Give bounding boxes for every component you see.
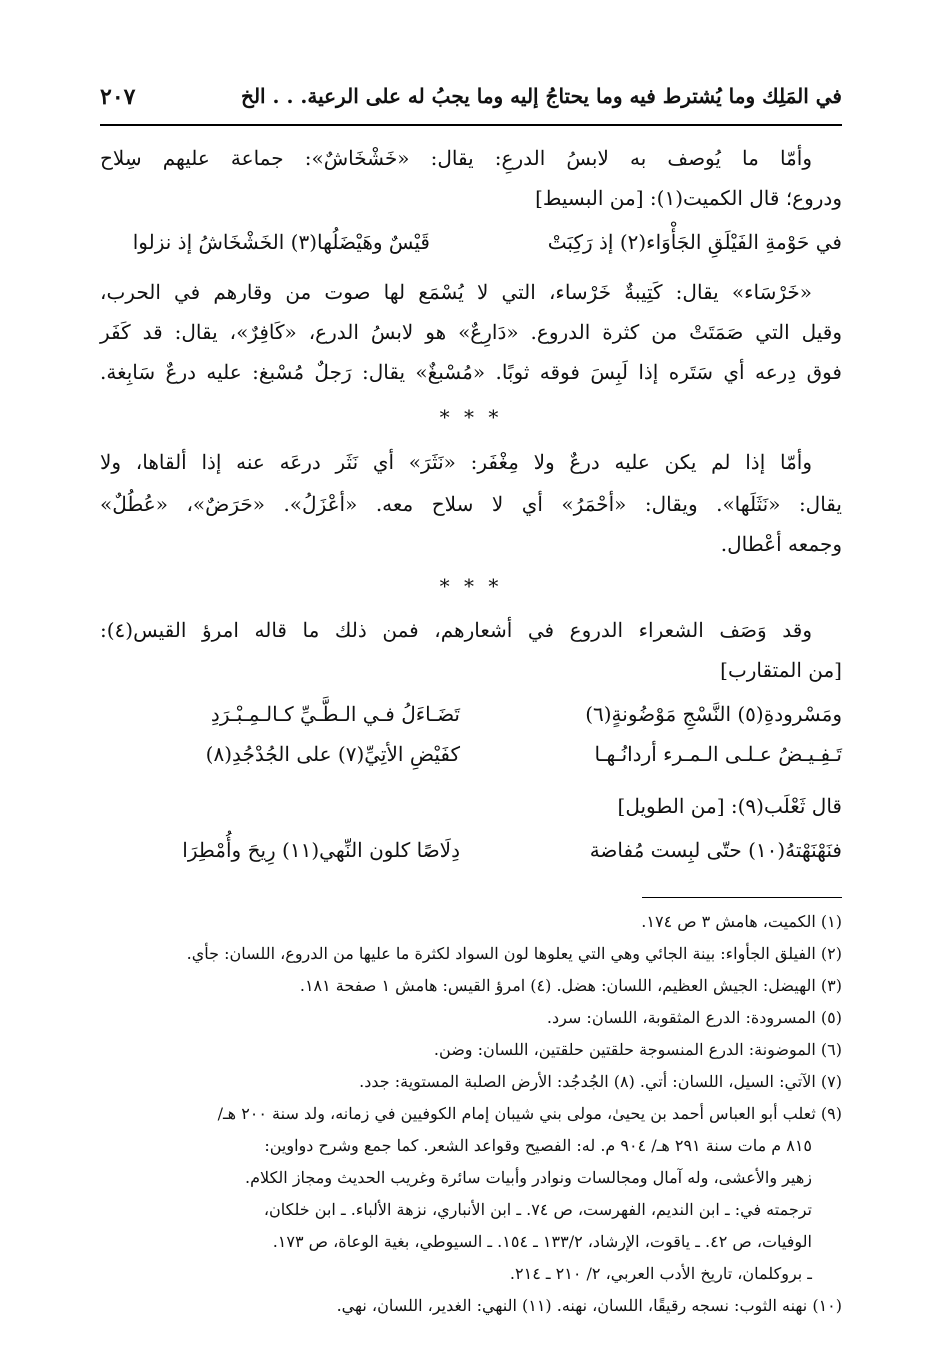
verse-hemistich-first: تَـفِـيـضُ عـلـى الـمـرء أردانُـهـا	[594, 742, 842, 766]
body-line: «خَرْسَاء» يقال: كَتِيبةٌ خَرْساء، التي لا يُسْمَع لها صوت من وقارهم في الحرب،	[100, 280, 812, 304]
footnote: (٣) الهيضل: الجيش العظيم، اللسان: هضل. (٤) امرؤ القيس: هامش ١ صفحة ١٨١.	[299, 976, 842, 995]
body-line: وأمّا إذا لم يكن عليه درعٌ ولا مِغْفَر: «نَثَرَ» أي نَثَر درعَه عنه إذا ألقاها، ولا	[100, 450, 812, 474]
body-line: قال ثَعْلَب(٩): [من الطويل]	[617, 794, 842, 818]
body-line: فوق دِرعه أي سَتَره إذا لَبِسَ فوقه ثوبًا. «مُسْبغٌ» يقال: رَجلٌ مُسْبغ: عليه درعٌ سَابِغة.	[100, 360, 842, 384]
section-separator: * * *	[439, 574, 503, 598]
footnote-continuation: زهير والأعشى، وله آمال ومجالسات ونوادر وأبيات سائرة وغريب الحديث ومجاز الكلام.	[245, 1168, 812, 1187]
page-number: ٢٠٧	[100, 84, 136, 110]
footnote: (٢) الفيلق الجأواء: بينة الجائي وهي التي يعلوها لون السواد لكثرة ما عليها من الدروع، اللسان: جأي.	[186, 944, 842, 963]
footnote: (١٠) نهنه الثوب: نسجه رقيقًا، اللسان، نهنه. (١١) النهي: الغدير، اللسان، نهي.	[336, 1296, 842, 1315]
body-line: وجمعه أعْطال.	[720, 532, 842, 556]
header-rule	[100, 124, 842, 126]
verse-hemistich-second: قَيْسٌ وهَيْضَلُها(٣) الخَشْخَاشُ إذ نزلوا	[132, 230, 430, 254]
body-line: ودروع؛ قال الكميت(١): [من البسيط]	[535, 186, 842, 210]
footnote-continuation: ـ بروكلمان، تاريخ الأدب العربي، ٢/ ٢١٠ ـ ٢١٤.	[509, 1264, 812, 1283]
footnote-continuation: ترجمته في: ـ ابن النديم، الفهرست، ص ٧٤. ـ ابن الأنباري، نزهة الألباء. ـ ابن خلكان،	[263, 1200, 812, 1219]
footnote: (٦) الموضونة: الدرع المنسوجة حلقتين حلقتين، اللسان: وضن.	[433, 1040, 842, 1059]
body-line: وقيل التي صَمَتَتْ من كثرة الدروع. «دَارِعٌ» هو لابسُ الدرع، «كَافِرٌ»، يقال: قد كَفَر	[100, 320, 843, 344]
running-header-title: في المَلِك وما يُشترط فيه وما يحتاجُ إليه وما يجبُ له على الرعية. . . الخ	[241, 84, 842, 108]
verse-hemistich-first: فنَهْنَهْتهُ(١٠) حتّى لبِست مُفاضة	[589, 838, 842, 862]
section-separator: * * *	[439, 405, 503, 429]
footnote: (٩) ثعلب أبو العباس أحمد بن يحيىٰ، مولى بني شيبان إمام الكوفيين في زمانه، ولد سنة ٢٠٠ هـ/	[217, 1104, 842, 1123]
footnote-continuation: ٨١٥ م مات سنة ٢٩١ هـ/ ٩٠٤ م. له: الفصيح وقواعد الشعر. كما جمع وشرح دواوين:	[264, 1136, 812, 1155]
verse-hemistich-second: تَضَـاءَلُ فـي الـطَّـيِّ كـالـمِـبْـرَدِ	[210, 702, 460, 726]
footnote-continuation: الوفيات، ص ٤٢. ـ ياقوت، الإرشاد، ١٣٣/٢ ـ ١٥٤. ـ السيوطي، بغية الوعاة، ص ١٧٣.	[272, 1232, 812, 1251]
footnote: (٧) الآتي: السيل، اللسان: أتي. (٨) الجُدجُد: الأرض الصلبة المستوية: جدد.	[359, 1072, 842, 1091]
footnote: (٥) المسرودة: الدرع المثقوبة، اللسان: سرد.	[546, 1008, 842, 1027]
verse-hemistich-first: ومَسْرودةِ(٥) النَّسْجِ مَوْضُونةٍ(٦)	[585, 702, 842, 726]
body-line: يقال: «نَثَلَها». ويقال: «أحْمَرُ» أي لا سلاح معه. «أعْزَلُ». «حَرَضٌ»، «عُطُلٌ»	[100, 492, 842, 516]
footnote-rule	[642, 897, 842, 898]
verse-hemistich-second: دِلَاصًا كلون النِّهي(١١) رِيحَ وأُمْطِرَا	[182, 838, 460, 862]
meter-label: [من المتقارب]	[720, 658, 842, 682]
verse-hemistich-second: كفَيْضِ الأتِيِّ(٧) على الجُدْجُدِ(٨)	[205, 742, 460, 766]
footnote: (١) الكميت، هامش ٣ ص ١٧٤.	[641, 912, 842, 931]
body-line: وأمّا ما يُوصف به لابسُ الدرعِ: يقال: «خَشْخَاشٌ»: جماعة عليهم سِلاح	[100, 146, 812, 170]
verse-hemistich-first: في حَوْمةِ الفَيْلَقِ الجَأْوَاء(٢) إذ رَكِبَتْ	[547, 230, 842, 254]
body-line: وقد وَصَف الشعراء الدروع في أشعارهم، فمن ذلك ما قاله امرؤ القيس(٤):	[100, 618, 812, 642]
